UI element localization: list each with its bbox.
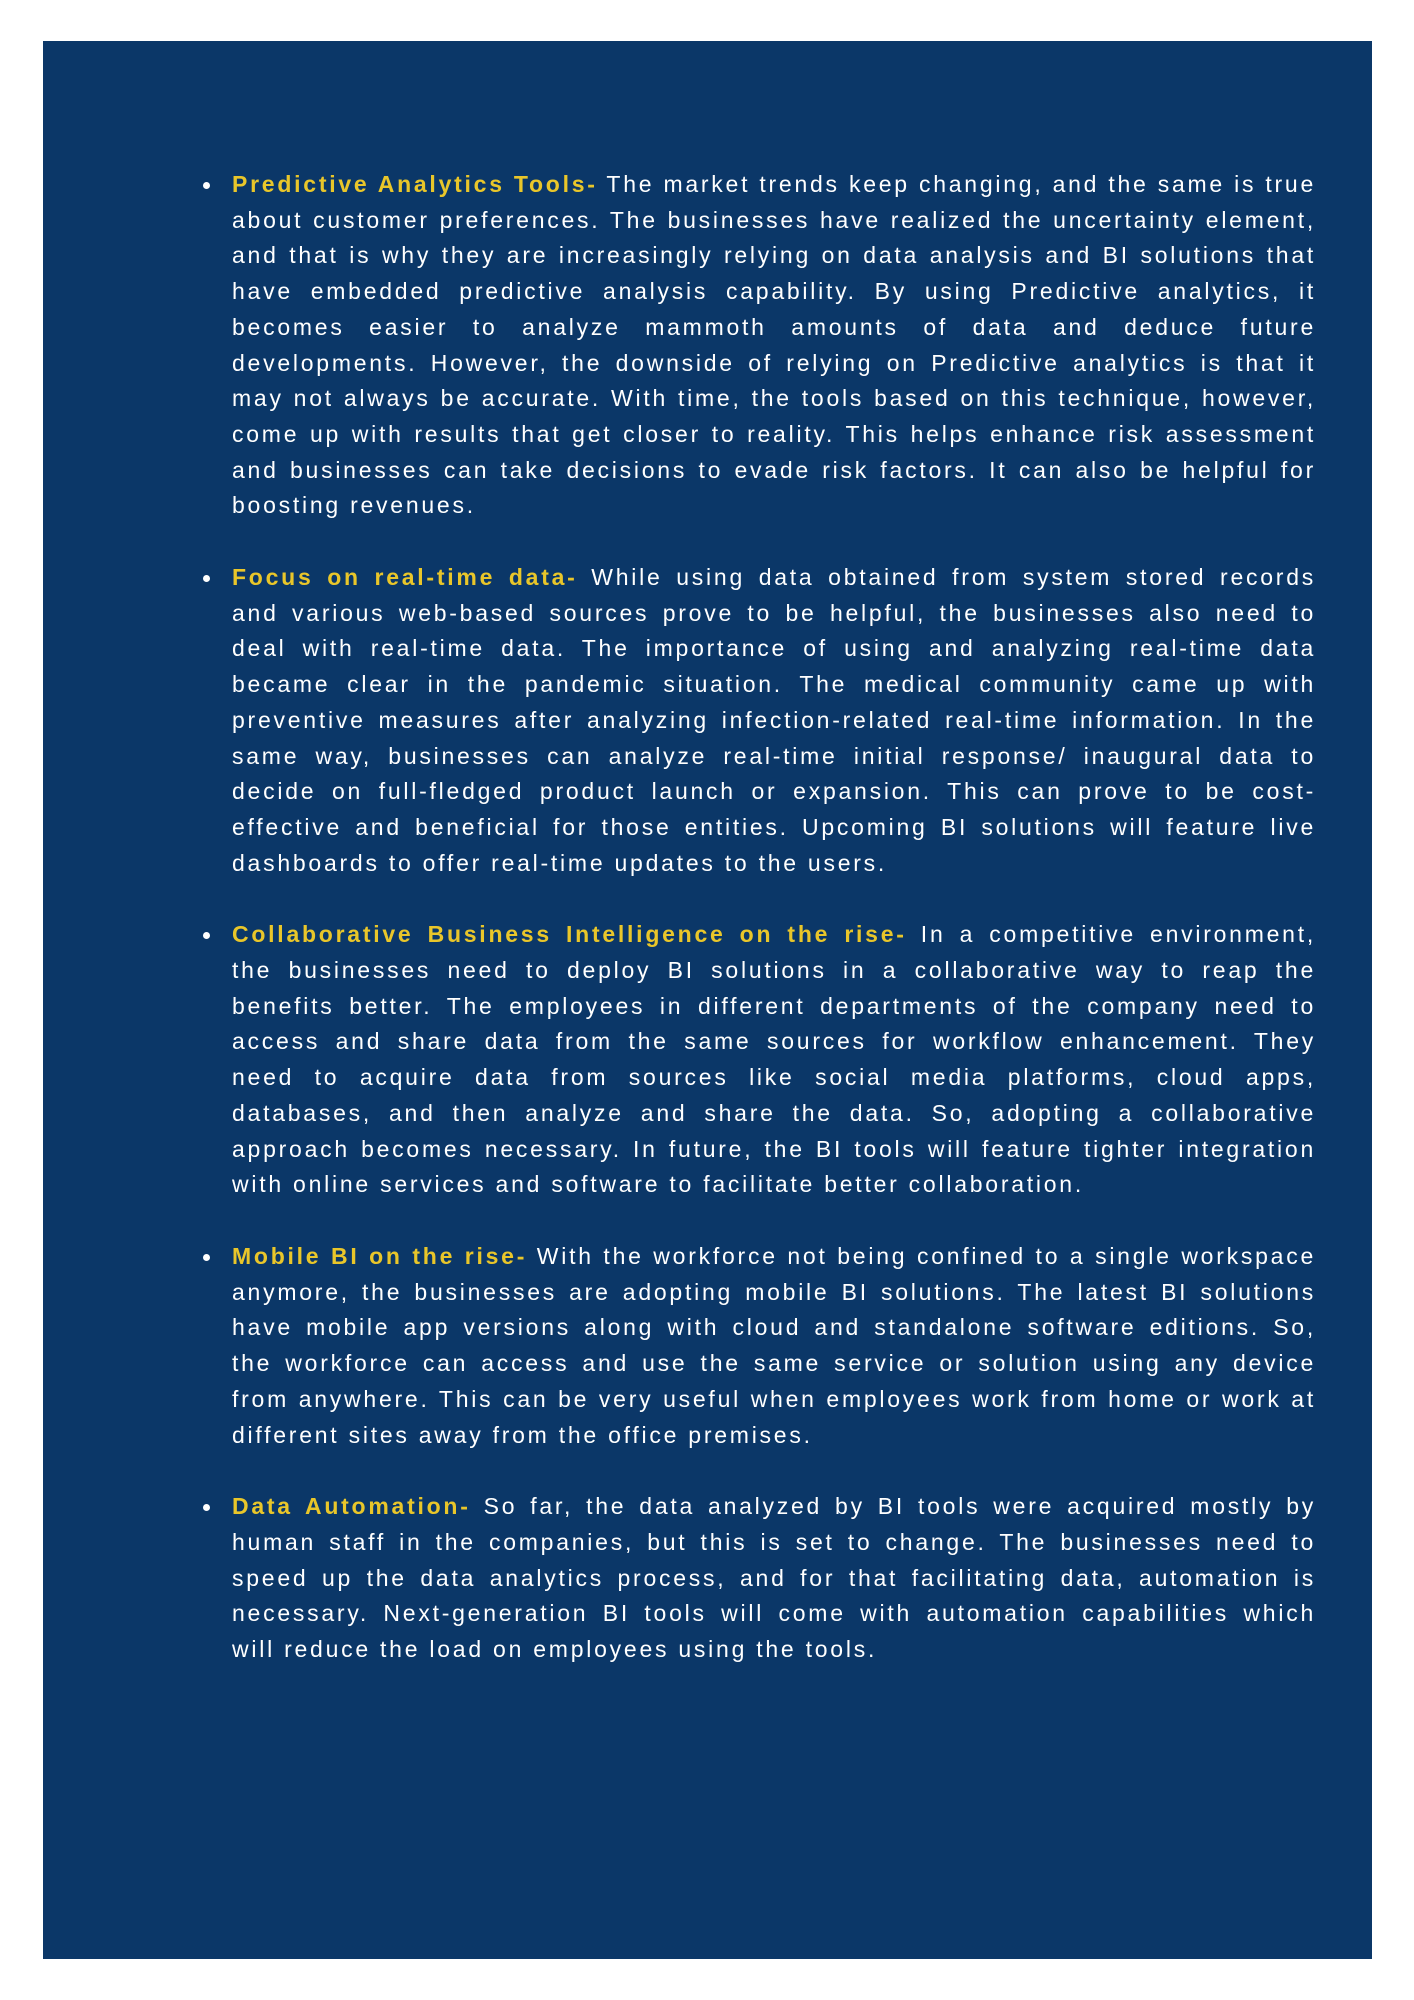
- bullet-icon: [203, 182, 210, 189]
- bullet-icon: [203, 1254, 210, 1261]
- item-text: The market trends keep changing, and the same is true about customer preferences. The businesses have realized the uncertainty element, and that is why they are increasingly relying on data analysis and BI solutions that have embedded predictive analysis capability. By using Predictive analytics, it becomes easier to analyze mammoth amounts of data and deduce future developments. However, the downside of relying on Predictive analytics is that it may not always be accurate. With time, the tools based on this technique, however, come up with results that get closer to reality. This helps enhance risk assessment and businesses can take decisions to evade risk factors. It can also be helpful for boosting revenues.: [232, 171, 1317, 519]
- page-panel: [43, 41, 1372, 1959]
- item-text: With the workforce not being confined to a single workspace anymore, the businesses are adopting mobile BI solutions. The latest BI solutions have mobile app versions along with cloud and standalone software editions. So, the workforce can access and use the same service or solution using any device from anywhere. This can be very useful when employees work from home or work at different sites away from the office premises.: [232, 1242, 1317, 1448]
- item-text: In a competitive environment, the businesses need to deploy BI solutions in a collaborative way to reap the benefits better. The employees in different departments of the company need to access and share data from the same sources for workflow enhancement. They need to acquire data from sources like social media platforms, cloud apps, databases, and then analyze and share the data. So, adopting a collaborative approach becomes necessary. In future, the BI tools will feature tighter integration with online services and software to facilitate better collaboration.: [232, 921, 1316, 1198]
- list-item-predictive-analytics: [176, 167, 1316, 524]
- item-text: While using data obtained from system stored records and various web-based sources prove to be helpful, the businesses also need to deal with real-time data. The importance of using and analyzing real-time data became clear in the pandemic situation. The medical community came up with preventive measures after analyzing infection-related real-time information. In the same way, businesses can analyze real-time initial response/ inaugural data to decide on full-fledged product launch or expansion. This can prove to be cost-effective and beneficial for those entities. Upcoming BI solutions will feature live dashboards to offer real-time updates to the users.: [232, 564, 1317, 876]
- item-term: Focus on real-time data-: [232, 564, 578, 591]
- item-term: Predictive Analytics Tools-: [232, 171, 598, 197]
- item-term: Collaborative Business Intelligence on the rise-: [232, 921, 907, 948]
- bullet-icon: [203, 575, 210, 582]
- list-item-mobile-bi: [176, 1239, 1316, 1453]
- content-area: [176, 167, 1316, 1704]
- item-term: Data Automation-: [232, 1493, 471, 1520]
- bullet-icon: [203, 1504, 210, 1511]
- item-text: So far, the data analyzed by BI tools were acquired mostly by human staff in the companies, but this is set to change. The businesses need to speed up the data analytics process, and for that facilitating data, automation is necessary. Next-generation BI tools will come with automation capabilities which will reduce the load on employees using the tools.: [232, 1493, 1316, 1663]
- list-item-real-time-data: [176, 560, 1316, 881]
- list-item-collaborative-bi: [176, 917, 1316, 1203]
- list-item-data-automation: [176, 1489, 1316, 1668]
- bullet-icon: [203, 932, 210, 939]
- item-term: Mobile BI on the rise-: [232, 1242, 528, 1269]
- bullet-list: [176, 167, 1316, 1668]
